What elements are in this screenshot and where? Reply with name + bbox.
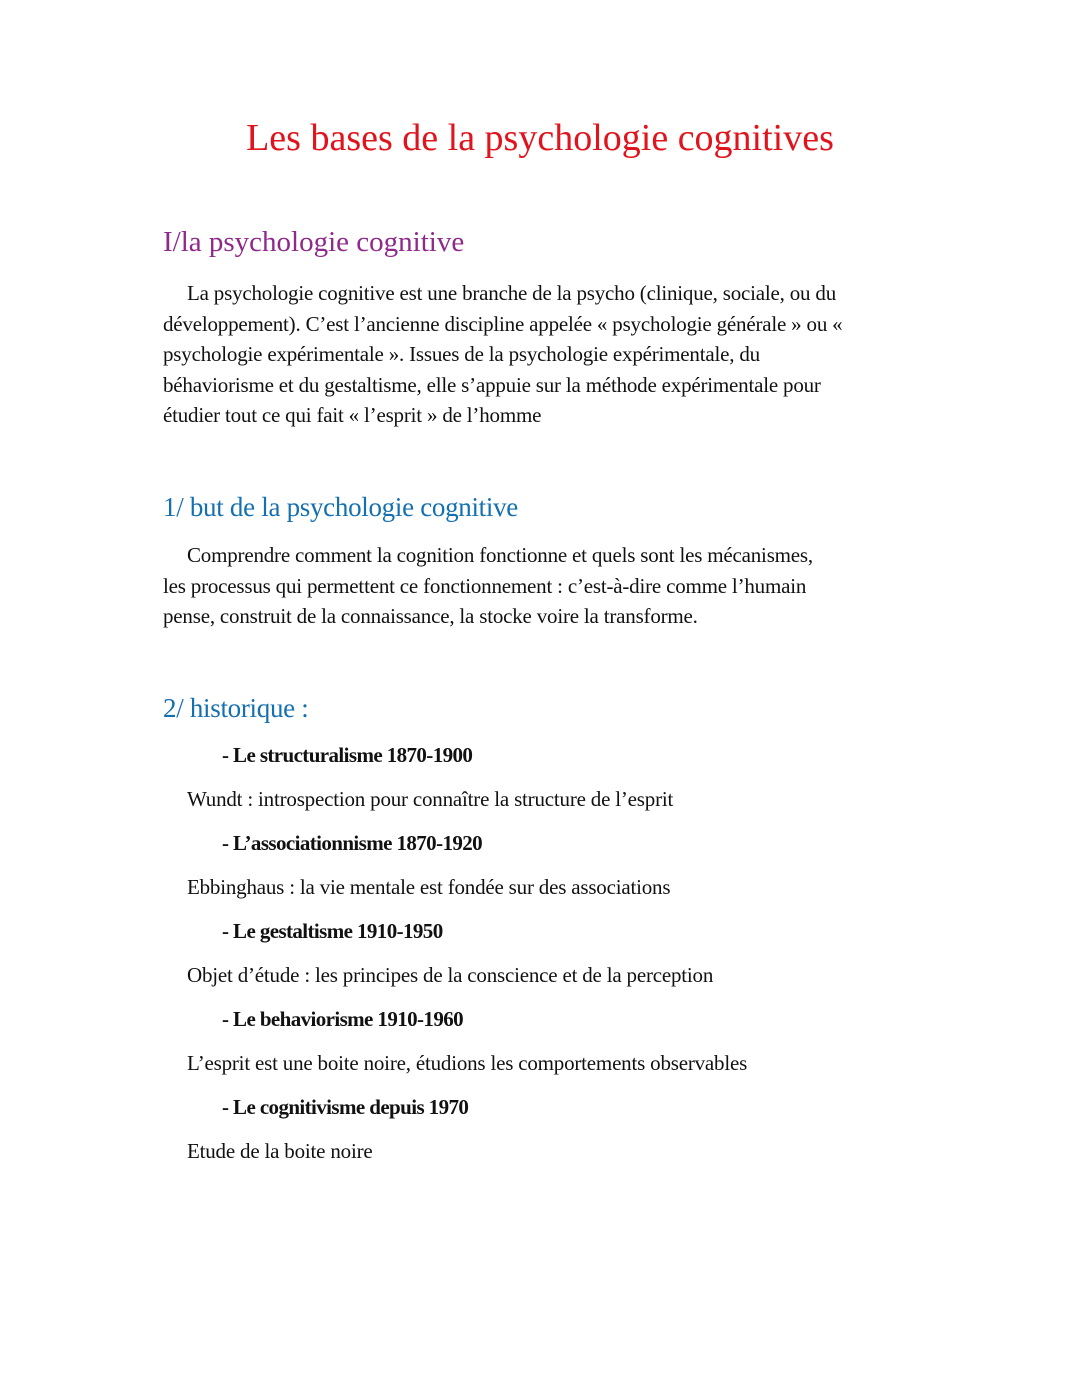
subsection-heading-but: 1/ but de la psychologie cognitive xyxy=(163,492,518,522)
paragraph-line: Comprendre comment la cognition fonctionne et quels sont les mécanismes, xyxy=(187,543,813,567)
paragraph-line: les processus qui permettent ce fonctionnement : c’est-à-dire comme l’humain xyxy=(163,573,807,598)
section-intro-paragraph xyxy=(163,278,923,431)
history-item-description: Ebbinghaus : la vie mentale est fondée sur des associations xyxy=(187,875,671,899)
subsection-heading-historique: 2/ historique : xyxy=(163,693,309,723)
history-item-description: Wundt : introspection pour connaître la structure de l’esprit xyxy=(187,787,674,811)
history-item-label: - Le gestaltisme 1910-1950 xyxy=(222,919,443,943)
paragraph-line: développement). C’est l’ancienne discipline appelée « psychologie générale » ou « xyxy=(163,311,843,336)
but-paragraph xyxy=(163,540,923,632)
section-heading-psychologie-cognitive: I/la psychologie cognitive xyxy=(163,226,465,258)
history-item-label: - Le cognitivisme depuis 1970 xyxy=(222,1095,469,1119)
history-item-description: Objet d’étude : les principes de la conscience et de la perception xyxy=(187,963,714,987)
paragraph-line: La psychologie cognitive est une branche de la psycho (clinique, sociale, ou du xyxy=(187,281,836,305)
paragraph-line: étudier tout ce qui fait « l’esprit » de l’homme xyxy=(163,403,542,427)
history-item-description: Etude de la boite noire xyxy=(187,1139,373,1163)
paragraph-line: pense, construit de la connaissance, la stocke voire la transforme. xyxy=(163,604,698,628)
paragraph-line: psychologie expérimentale ». Issues de la psychologie expérimentale, du xyxy=(163,342,760,366)
history-item-label: - Le structuralisme 1870-1900 xyxy=(222,743,473,767)
history-item-label: - Le behaviorisme 1910-1960 xyxy=(222,1007,464,1031)
document-title: Les bases de la psychologie cognitives xyxy=(246,117,834,159)
history-item-description: L’esprit est une boite noire, étudions les comportements observables xyxy=(187,1051,748,1075)
history-item-label: - L’associationnisme 1870-1920 xyxy=(222,831,483,855)
paragraph-line: béhaviorisme et du gestaltisme, elle s’appuie sur la méthode expérimentale pour xyxy=(163,372,821,397)
